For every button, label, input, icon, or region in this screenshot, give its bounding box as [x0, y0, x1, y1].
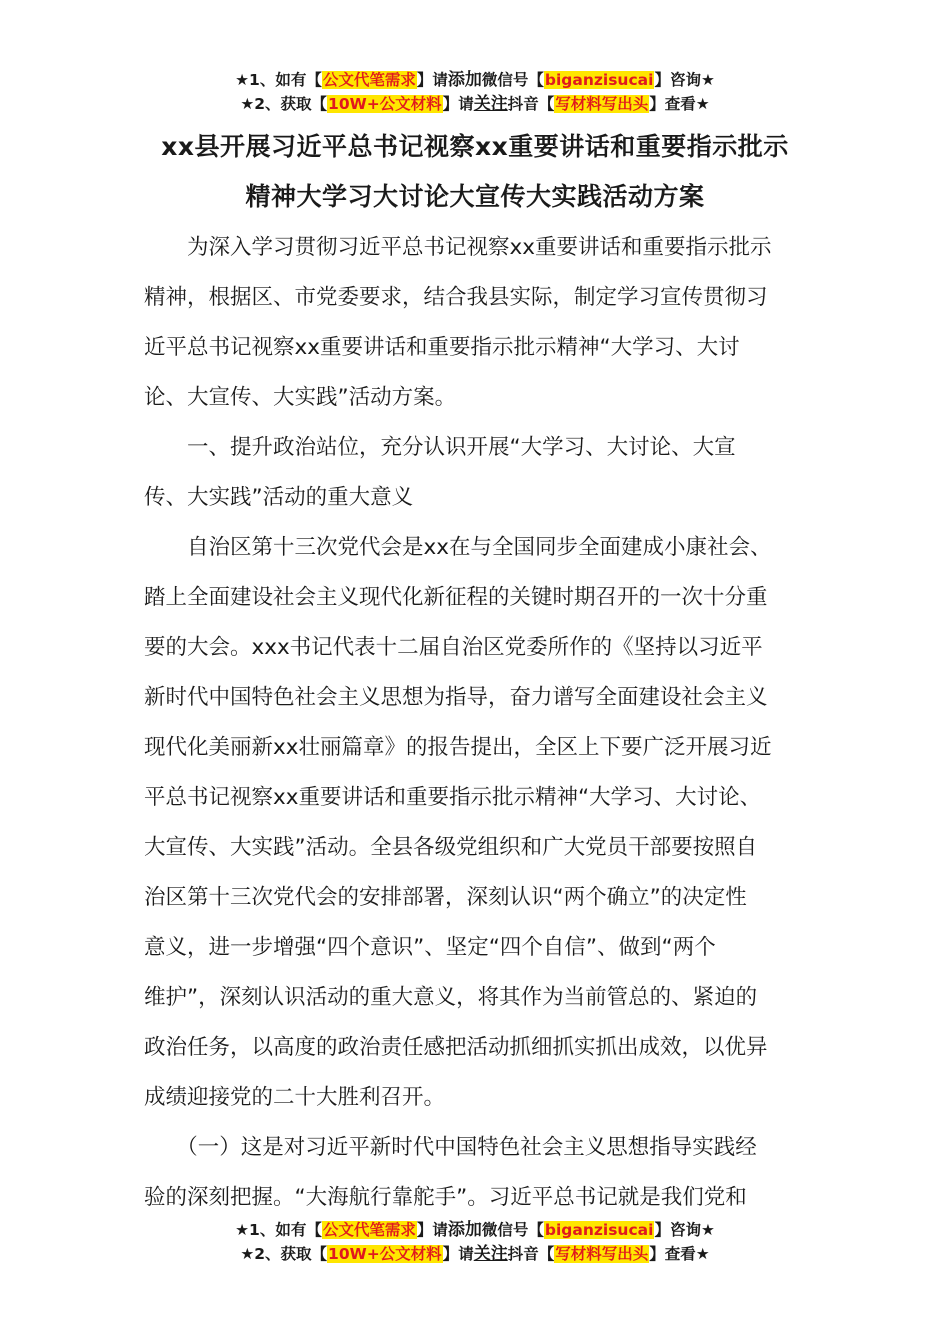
promo-text: 微信号【	[481, 1221, 544, 1239]
body-text-line: 新时代中国特色社会主义思想为指导，奋力谱写全面建设社会主义	[144, 685, 768, 710]
douyin-highlight: 写材料写出头	[555, 1245, 649, 1263]
body-text-line: 要的大会。xxx书记代表十二届自治区党委所作的《坚持以习近平	[144, 635, 763, 660]
promo-banner-top	[0, 68, 950, 116]
body-text-line: 维护”，深刻认识活动的重大意义，将其作为当前管总的、紧迫的	[144, 985, 758, 1010]
promo-line-1	[0, 1218, 950, 1242]
body-text-line: 意义，进一步增强“四个意识”、坚定“四个自信”、做到“两个	[144, 935, 716, 960]
body-text-line: 论、大宣传、大实践”活动方案。	[144, 385, 457, 410]
promo-highlight: 公文代笔需求	[322, 1221, 416, 1239]
body-text-line: 近平总书记视察xx重要讲话和重要指示批示精神“大学习、大讨	[144, 335, 740, 360]
promo-banner-bottom	[0, 1218, 950, 1266]
body-text-line: 精神，根据区、市党委要求，结合我县实际，制定学习宣传贯彻习	[144, 285, 768, 310]
wechat-id-highlight: biganzisucai	[544, 1221, 654, 1239]
promo-line-2	[0, 92, 950, 116]
body-text-line: 大宣传、大实践”活动。全县各级党组织和广大党员干部要按照自	[144, 835, 758, 860]
body-text-line: 平总书记视察xx重要讲话和重要指示批示精神“大学习、大讨论、	[144, 785, 762, 810]
body-text-line: 验的深刻把握。“大海航行靠舵手”。习近平总书记就是我们党和	[144, 1185, 747, 1210]
document-title	[120, 122, 830, 222]
wechat-id-highlight: biganzisucai	[544, 71, 654, 89]
body-text-line: 成绩迎接党的二十大胜利召开。	[144, 1085, 446, 1110]
promo-highlight: 10W+公文材料	[328, 95, 442, 113]
promo-text: ★1、如有【	[235, 71, 322, 89]
promo-text: 】请	[416, 1221, 448, 1239]
body-text-line: 一、提升政治站位，充分认识开展“大学习、大讨论、大宣	[144, 435, 736, 460]
promo-text: 抖音【	[507, 1245, 555, 1263]
douyin-highlight: 写材料写出头	[555, 95, 649, 113]
promo-text: 】查看★	[649, 95, 710, 113]
promo-highlight: 公文代笔需求	[322, 71, 416, 89]
body-text-line: 为深入学习贯彻习近平总书记视察xx重要讲话和重要指示批示	[144, 235, 772, 260]
body-text-line: 治区第十三次党代会的安排部署，深刻认识“两个确立”的决定性	[144, 885, 747, 910]
body-text-line: 踏上全面建设社会主义现代化新征程的关键时期召开的一次十分重	[144, 585, 768, 610]
body-text-line: 自治区第十三次党代会是xx在与全国同步全面建成小康社会、	[144, 535, 772, 560]
body-text-line: 传、大实践”活动的重大意义	[144, 485, 414, 510]
promo-text-emphasis: 关注	[473, 1244, 508, 1264]
promo-highlight: 10W+公文材料	[328, 1245, 442, 1263]
promo-text: 】请	[416, 71, 448, 89]
title-line-1: xx县开展习近平总书记视察xx重要讲话和重要指示批示	[161, 132, 789, 161]
promo-text-emphasis: 关注	[473, 94, 508, 114]
body-text-line: 政治任务，以高度的政治责任感把活动抓细抓实抓出成效，以优异	[144, 1035, 768, 1060]
promo-text: 】查看★	[649, 1245, 710, 1263]
body-text-line: （一）这是对习近平新时代中国特色社会主义思想指导实践经	[144, 1135, 757, 1160]
promo-text: 微信号【	[481, 71, 544, 89]
document-body	[144, 223, 812, 1223]
promo-text-emphasis: 添加	[447, 1220, 482, 1240]
promo-line-2	[0, 1242, 950, 1266]
promo-text: 】咨询★	[654, 1221, 715, 1239]
title-line-2: 精神大学习大讨论大宣传大实践活动方案	[245, 182, 705, 211]
promo-line-1	[0, 68, 950, 92]
promo-text: 抖音【	[507, 95, 555, 113]
promo-text-emphasis: 添加	[447, 70, 482, 90]
promo-text: ★2、获取【	[240, 1245, 328, 1263]
promo-text: ★1、如有【	[235, 1221, 322, 1239]
promo-text: 】请	[442, 95, 474, 113]
promo-text: ★2、获取【	[240, 95, 328, 113]
body-text-line: 现代化美丽新xx壮丽篇章》的报告提出，全区上下要广泛开展习近	[144, 735, 772, 760]
promo-text: 】咨询★	[654, 71, 715, 89]
promo-text: 】请	[442, 1245, 474, 1263]
